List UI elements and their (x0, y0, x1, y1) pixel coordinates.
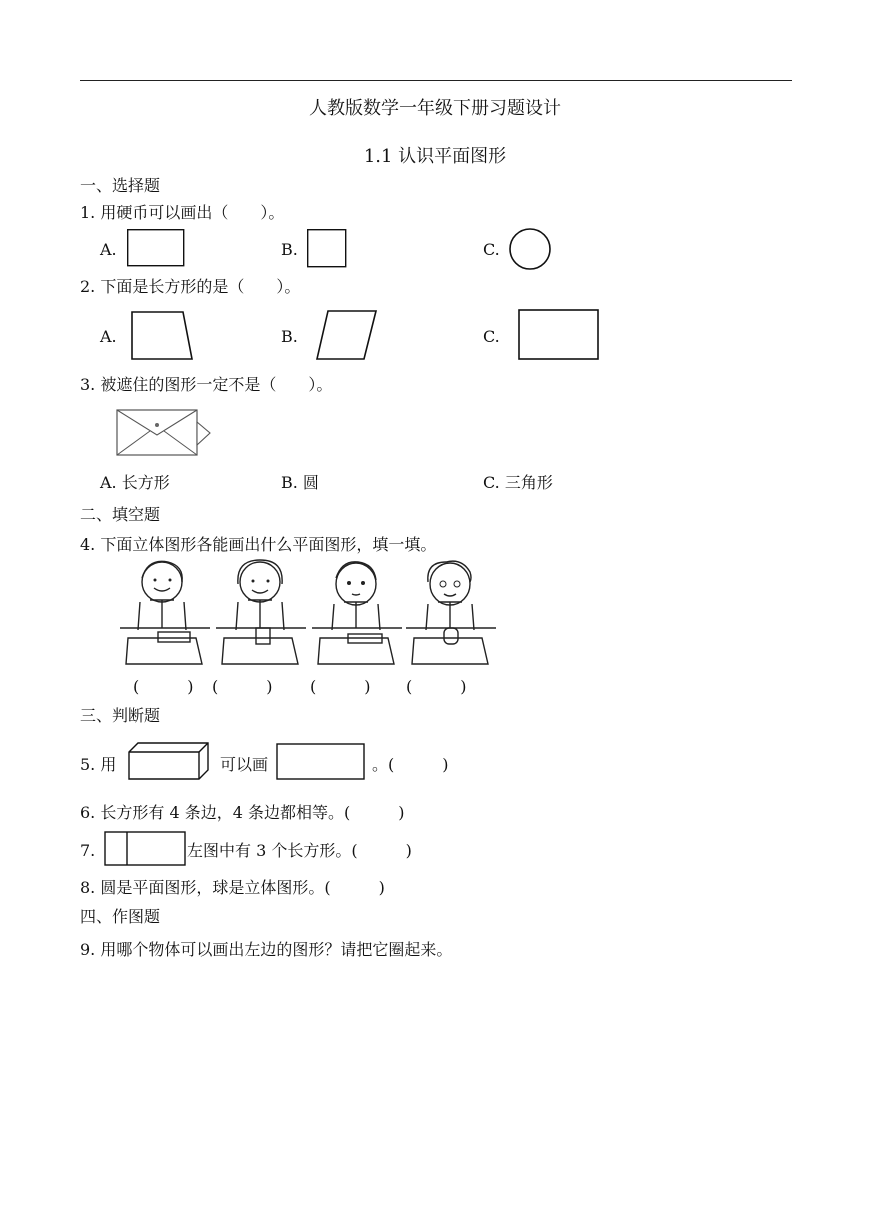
cuboid-shape (128, 742, 212, 782)
q1-rectangle-shape (127, 229, 185, 269)
q3-option-c: C. 三角形 (483, 473, 553, 492)
question-6: 6. 长方形有 4 条边，4 条边都相等。( ) (80, 803, 405, 822)
child-drawing-illustration (120, 558, 212, 668)
q5-rectangle-shape (276, 743, 366, 781)
page-subtitle: 1.1 认识平面图形 (363, 146, 507, 167)
section-heading-choice: 一、选择题 (80, 176, 161, 195)
child-drawing-illustration (312, 558, 404, 668)
q2-option-c-label: C. (483, 327, 500, 346)
q7-split-rectangle-shape (104, 831, 188, 867)
q4-blank-1[interactable]: ( ) (133, 677, 194, 696)
q5-middle: 可以画 (220, 755, 269, 774)
question-2-stem: 2. 下面是长方形的是（ ）。 (80, 277, 301, 296)
q4-blank-4[interactable]: ( ) (406, 677, 467, 696)
section-heading-draw: 四、作图题 (80, 907, 161, 926)
page-title: 人教版数学一年级下册习题设计 (309, 98, 561, 119)
q4-blank-3[interactable]: ( ) (310, 677, 371, 696)
q2-rectangle-shape (518, 309, 600, 361)
child-drawing-illustration (406, 558, 498, 668)
q7-prefix: 7. (80, 841, 96, 860)
q3-option-b: B. 圆 (281, 473, 319, 492)
q2-option-b-label: B. (281, 327, 298, 346)
q5-answer[interactable]: 。( ) (372, 755, 449, 774)
q1-option-c-label: C. (483, 240, 500, 259)
question-8: 8. 圆是平面图形，球是立体图形。( ) (80, 878, 385, 897)
q4-blank-2[interactable]: ( ) (212, 677, 273, 696)
q1-option-b-label: B. (281, 240, 298, 259)
q3-option-a: A. 长方形 (100, 473, 170, 492)
q1-option-a-label: A. (100, 240, 117, 259)
envelope-icon (116, 408, 214, 458)
question-1-stem: 1. 用硬币可以画出（ ）。 (80, 203, 285, 222)
section-heading-fill: 二、填空题 (80, 505, 161, 524)
question-4-stem: 4. 下面立体图形各能画出什么平面图形，填一填。 (80, 535, 437, 554)
q1-square-shape (307, 229, 347, 269)
top-rule (80, 80, 792, 81)
section-heading-judge: 三、判断题 (80, 706, 161, 725)
q5-prefix: 5. 用 (80, 755, 117, 774)
question-3-stem: 3. 被遮住的图形一定不是（ ）。 (80, 375, 333, 394)
child-drawing-illustration (216, 558, 308, 668)
q2-option-a-label: A. (100, 327, 117, 346)
question-9: 9. 用哪个物体可以画出左边的图形？请把它圈起来。 (80, 940, 453, 959)
q2-parallelogram-shape (316, 310, 378, 360)
q1-circle-shape (509, 228, 553, 272)
question-7: 左图中有 3 个长方形。( ) (187, 841, 412, 860)
q2-trapezoid-shape (131, 311, 195, 361)
